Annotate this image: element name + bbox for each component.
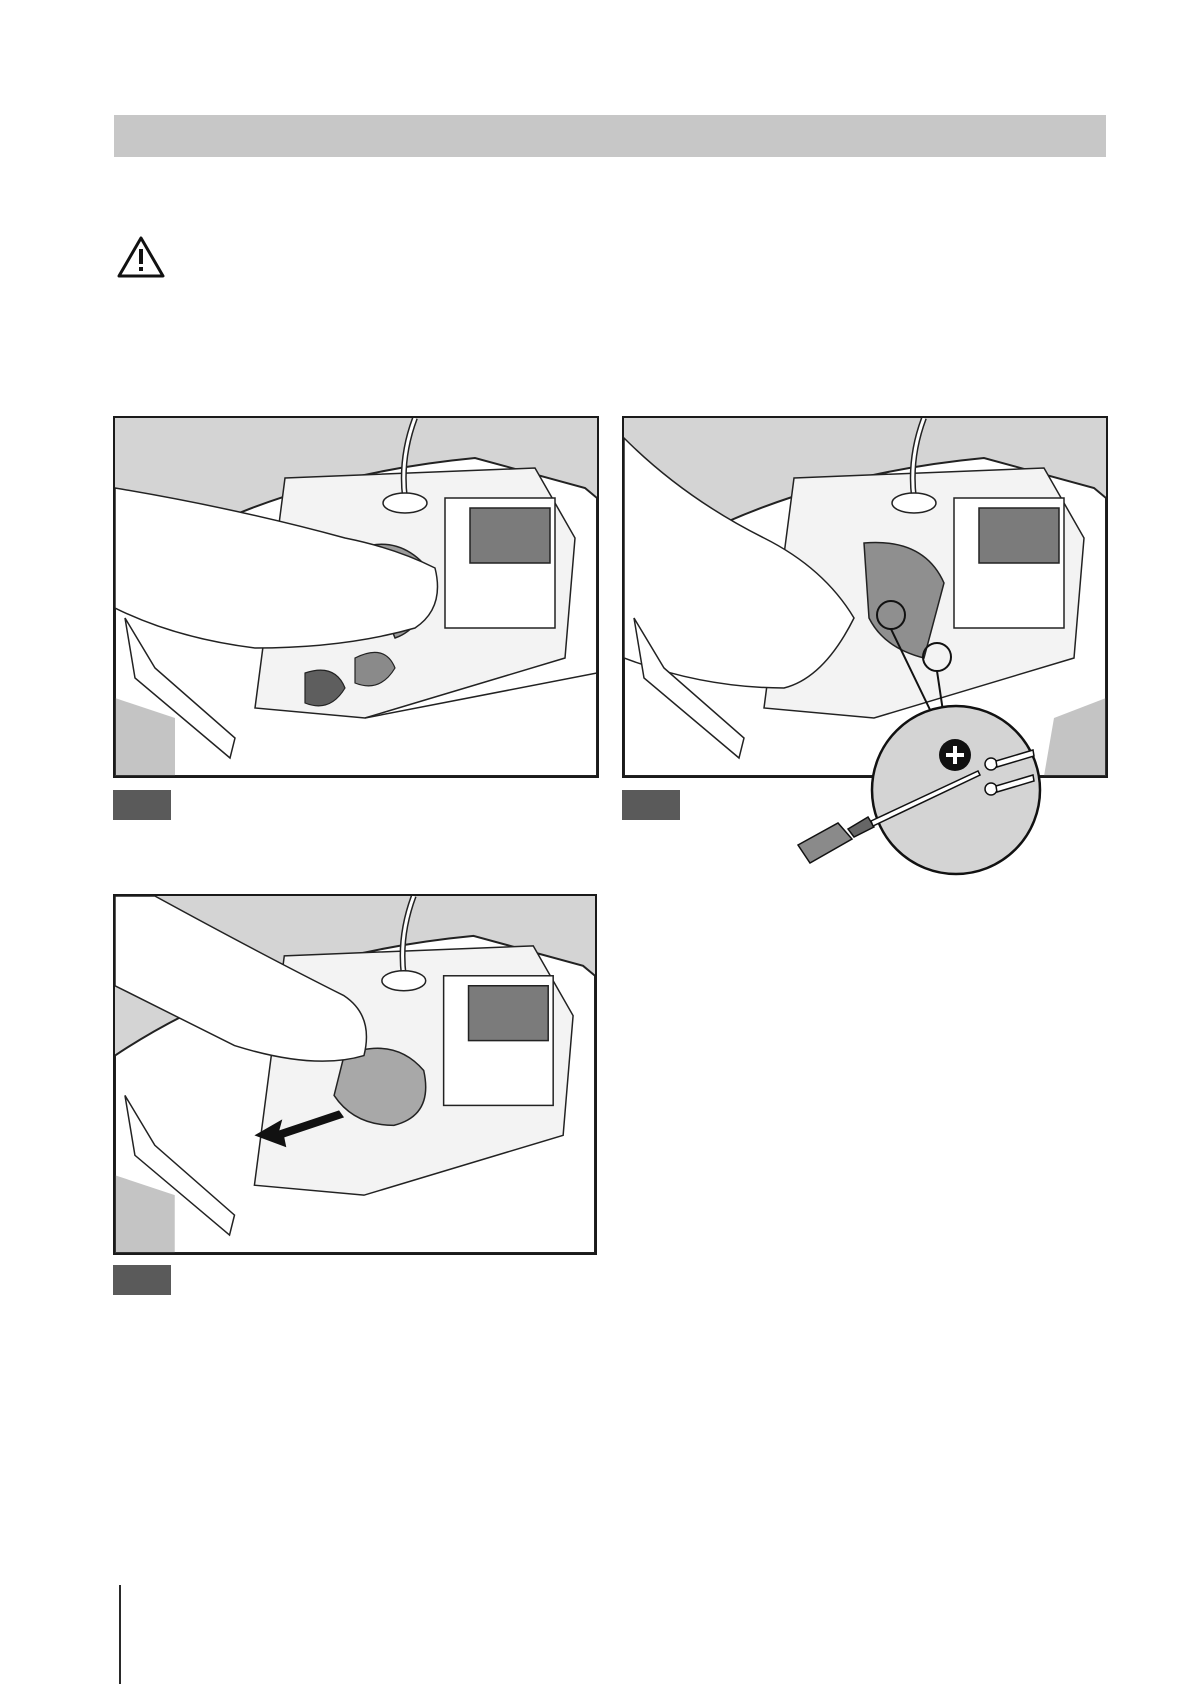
figure-2-label: [622, 790, 680, 820]
mower-cover-removal-drawing: [115, 896, 595, 1253]
mower-debris-removal-drawing: [115, 418, 597, 776]
figure-1-label: [113, 790, 171, 820]
figure-1-illustration: [113, 416, 599, 778]
figure-3-label: [113, 1265, 171, 1295]
screwdriver-inset-icon: [838, 705, 1068, 875]
page-margin-rule: [119, 1585, 121, 1684]
section-header-bar: [114, 115, 1106, 157]
warning-triangle-icon: [116, 235, 166, 279]
figure-3-illustration: [113, 894, 597, 1255]
